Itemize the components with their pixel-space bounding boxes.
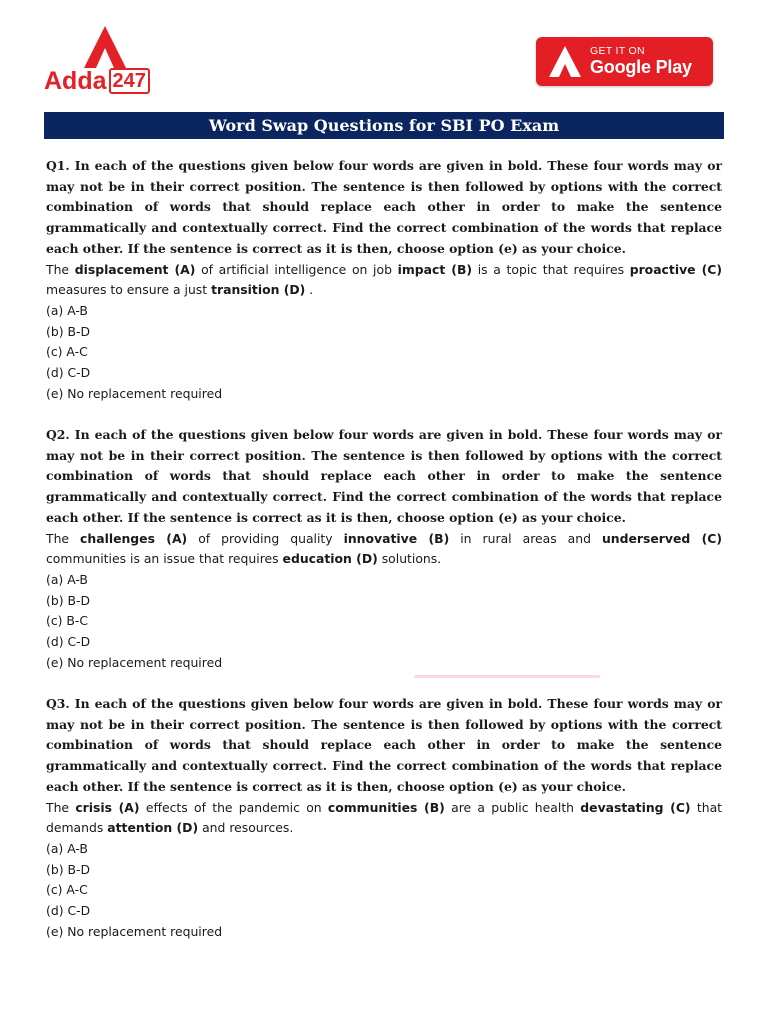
bold-word-d: attention (D) [107, 820, 199, 836]
question-2 [46, 425, 722, 673]
stem-line: grammatically and contextually correct. Find the correct combination of the words that replace [46, 758, 722, 774]
option-b: (b) B-D [46, 592, 90, 608]
option-a: (a) A-B [46, 302, 88, 318]
page-title: Word Swap Questions for SBI PO Exam [44, 112, 724, 139]
logo-wordmark [44, 67, 150, 96]
question-1 [46, 156, 722, 404]
question-sentence: The displacement (A) of artificial intelligence on job impact (B) is a topic that requires proactive (C) measures to ensure a just transition (D) . [46, 261, 722, 298]
play-badge-label: Google Play [590, 57, 692, 77]
bold-word-c: proactive (C) [629, 261, 722, 277]
google-play-icon [548, 45, 582, 78]
decorative-divider [414, 675, 600, 678]
stem-line: grammatically and contextually correct. Find the correct combination of the words that replace [46, 220, 722, 236]
option-c: (c) B-C [46, 613, 89, 629]
bold-word-a: displacement (A) [74, 261, 196, 277]
bold-word-b: communities (B) [327, 799, 445, 815]
stem-line: may not be in their correct position. The sentence is then followed by options with the correct [46, 447, 722, 463]
question-sentence: The challenges (A) of providing quality innovative (B) in rural areas and underserved (C) communities is an issue that requires education (D) solutions. [46, 530, 723, 567]
stem-line: may not be in their correct position. The sentence is then followed by options with the correct [46, 178, 722, 194]
adda247-logo[interactable] [44, 24, 168, 98]
option-a: (a) A-B [46, 571, 88, 587]
option-c: (c) A-C [46, 882, 88, 898]
option-d: (d) C-D [46, 903, 91, 919]
question-stem [46, 694, 722, 798]
google-play-button[interactable] [536, 37, 713, 86]
adda-logo-icon [82, 24, 128, 70]
bold-word-b: impact (B) [397, 261, 473, 277]
stem-line: grammatically and contextually correct. Find the correct combination of the words that replace [46, 489, 722, 505]
option-e: (e) No replacement required [46, 654, 223, 670]
option-d: (d) C-D [46, 365, 91, 381]
option-a: (a) A-B [46, 840, 88, 856]
question-stem [46, 425, 722, 529]
question-stem [46, 156, 722, 260]
bold-word-a: challenges (A) [80, 530, 188, 546]
logo-name: Adda [44, 67, 107, 95]
bold-word-c: devastating (C) [580, 799, 691, 815]
option-c: (c) A-C [46, 344, 88, 360]
stem-line: each other. If the sentence is correct as it is then, choose option (e) as your choice. [46, 240, 626, 256]
bold-word-b: innovative (B) [343, 530, 450, 546]
stem-line: combination of words that should replace each other in order to make the sentence [46, 737, 722, 753]
option-d: (d) C-D [46, 634, 91, 650]
stem-line: Q1. In each of the questions given below four words are given in bold. These four words may or [46, 158, 722, 173]
bold-word-d: education (D) [282, 551, 378, 567]
play-badge-caption: GET IT ON [590, 45, 645, 57]
option-b: (b) B-D [46, 861, 90, 877]
logo-number: 247 [109, 68, 150, 94]
bold-word-c: underserved (C) [601, 530, 723, 546]
option-e: (e) No replacement required [46, 385, 223, 401]
question-3 [46, 694, 722, 942]
stem-line: combination of words that should replace each other in order to make the sentence [46, 468, 722, 484]
option-e: (e) No replacement required [46, 923, 223, 939]
stem-line: Q3. In each of the questions given below four words are given in bold. These four words may or [46, 696, 722, 711]
bold-word-a: crisis (A) [75, 799, 140, 815]
stem-line: Q2. In each of the questions given below four words are given in bold. These four words may or [46, 427, 722, 442]
option-b: (b) B-D [46, 323, 90, 339]
stem-line: may not be in their correct position. The sentence is then followed by options with the correct [46, 716, 722, 732]
question-sentence: The crisis (A) effects of the pandemic on communities (B) are a public health devastating (C) that demands attention (D) and resources. [46, 799, 723, 836]
bold-word-d: transition (D) [211, 282, 306, 298]
stem-line: each other. If the sentence is correct as it is then, choose option (e) as your choice. [46, 509, 626, 525]
stem-line: each other. If the sentence is correct as it is then, choose option (e) as your choice. [46, 778, 626, 794]
stem-line: combination of words that should replace each other in order to make the sentence [46, 199, 722, 215]
